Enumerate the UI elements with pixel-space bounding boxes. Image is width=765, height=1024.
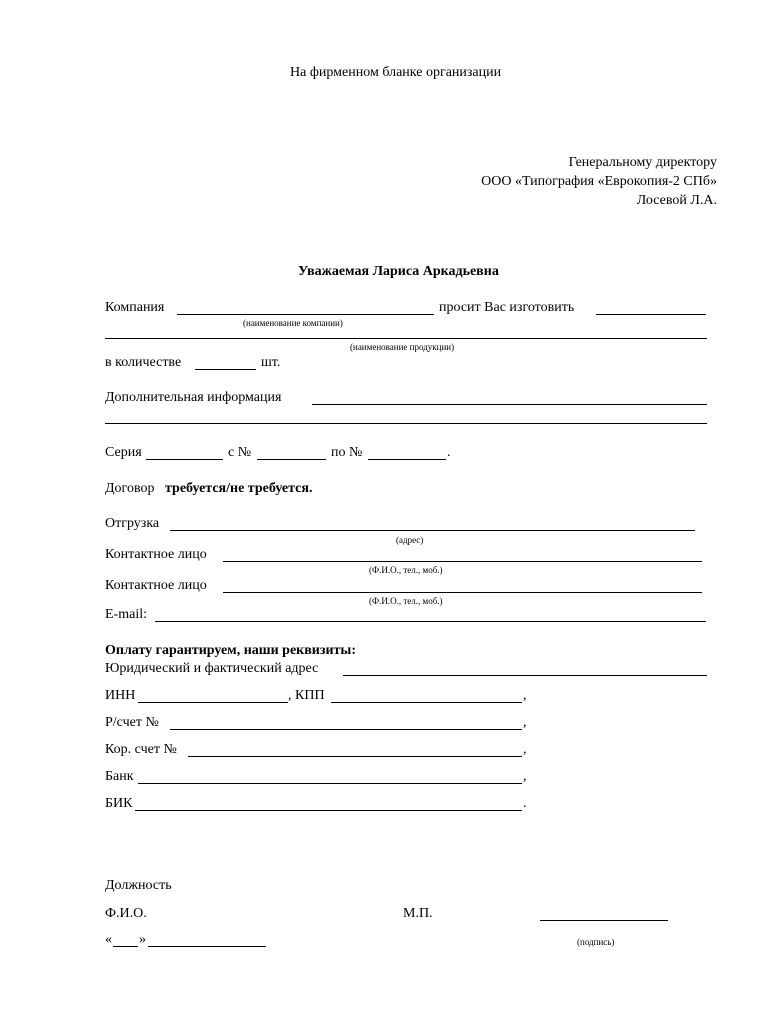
request-text: просит Вас изготовить: [439, 300, 575, 315]
kpp-field[interactable]: [331, 702, 522, 703]
kpp-comma: ,: [523, 688, 527, 703]
quantity-label: в количестве: [105, 355, 182, 370]
email-field[interactable]: [155, 621, 706, 622]
product-name-field-continued[interactable]: [105, 338, 707, 339]
company-name-field[interactable]: [177, 314, 434, 315]
corr-account-field[interactable]: [188, 756, 522, 757]
bank-comma: ,: [523, 769, 527, 784]
contact2-field[interactable]: [223, 592, 702, 593]
inn-field[interactable]: [138, 702, 288, 703]
bik-field[interactable]: [135, 810, 522, 811]
product-name-field[interactable]: [596, 314, 706, 315]
series-to-label: по №: [331, 445, 363, 460]
series-label: Серия: [105, 445, 142, 460]
contract-options: требуется/не требуется.: [165, 481, 313, 496]
addressee-company: ООО «Типография «Еврокопия-2 СПб»: [481, 174, 717, 189]
address-field[interactable]: [343, 675, 707, 676]
series-from-field[interactable]: [257, 459, 326, 460]
series-to-field[interactable]: [368, 459, 446, 460]
date-month-year-field[interactable]: [148, 946, 266, 947]
contact1-label: Контактное лицо: [105, 547, 207, 562]
address-label: Юридический и фактический адрес: [105, 661, 319, 676]
bik-period: .: [523, 796, 527, 811]
addressee-title: Генеральному директору: [568, 155, 717, 170]
account-comma: ,: [523, 715, 527, 730]
extra-info-field-continued[interactable]: [105, 423, 707, 424]
salutation: Уважаемая Лариса Аркадьевна: [298, 264, 499, 279]
series-field[interactable]: [146, 459, 223, 460]
requisites-heading: Оплату гарантируем, наши реквизиты:: [105, 643, 357, 658]
series-period: .: [447, 445, 451, 460]
email-label: E-mail:: [105, 607, 147, 622]
product-name-hint: (наименование продукции): [350, 342, 455, 352]
corr-account-comma: ,: [523, 742, 527, 757]
signature-field[interactable]: [540, 920, 668, 921]
position-label: Должность: [105, 878, 172, 893]
date-open-quote: «: [105, 932, 112, 947]
quantity-unit: шт.: [261, 355, 281, 370]
kpp-label: , КПП: [288, 688, 325, 703]
contact1-hint: (Ф.И.О., тел., моб.): [369, 565, 443, 575]
bik-label: БИК: [105, 796, 133, 811]
extra-info-label: Дополнительная информация: [105, 390, 282, 405]
account-label: Р/счет №: [105, 715, 159, 730]
bank-field[interactable]: [138, 783, 522, 784]
bank-label: Банк: [105, 769, 134, 784]
company-label: Компания: [105, 300, 165, 315]
shipping-address-field[interactable]: [170, 530, 695, 531]
addressee-name: Лосевой Л.А.: [636, 193, 717, 208]
quantity-field[interactable]: [195, 369, 256, 370]
letterhead-note: На фирменном бланке организации: [290, 65, 502, 80]
corr-account-label: Кор. счет №: [105, 742, 177, 757]
stamp-label: М.П.: [403, 906, 433, 921]
shipping-label: Отгрузка: [105, 516, 160, 531]
account-field[interactable]: [170, 729, 522, 730]
extra-info-field[interactable]: [312, 404, 707, 405]
series-from-label: с №: [228, 445, 252, 460]
contact2-hint: (Ф.И.О., тел., моб.): [369, 596, 443, 606]
signature-hint: (подпись): [577, 937, 615, 947]
contact2-label: Контактное лицо: [105, 578, 207, 593]
date-day-field[interactable]: [113, 946, 138, 947]
contract-label: Договор: [105, 481, 155, 496]
date-close-quote: »: [139, 932, 146, 947]
company-name-hint: (наименование компании): [243, 318, 343, 328]
contact1-field[interactable]: [223, 561, 702, 562]
inn-label: ИНН: [105, 688, 136, 703]
shipping-address-hint: (адрес): [396, 535, 424, 545]
fio-label: Ф.И.О.: [105, 906, 147, 921]
